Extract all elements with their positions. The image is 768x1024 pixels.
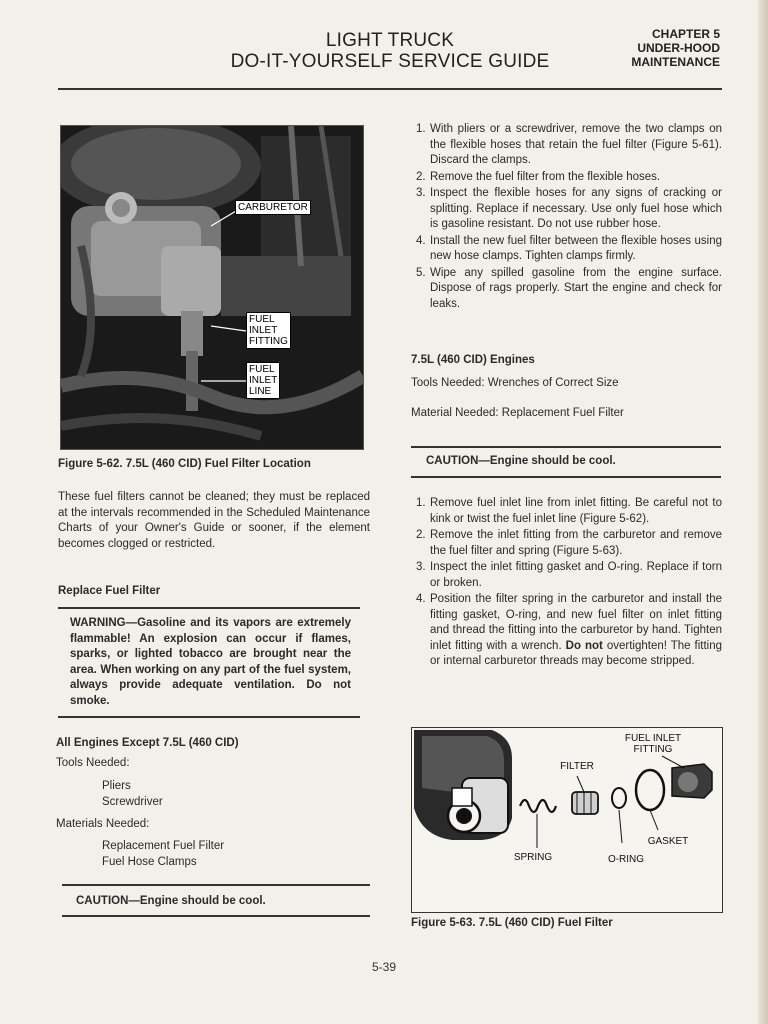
chapter-header [631,27,720,69]
materials-list [102,839,362,870]
step-item [410,560,722,591]
page-number: 5-39 [371,960,397,974]
material-item: Fuel Hose Clamps [102,855,197,868]
header-title-line2: DO-IT-YOURSELF SERVICE GUIDE [230,51,550,72]
step-number: 4. [416,593,426,605]
warning-top-rule [58,607,360,609]
step-text: Remove the fuel filter from the flexible hoses. [430,170,661,183]
material-needed-line: Material Needed: Replacement Fuel Filter [411,407,624,419]
label-o-ring: O-RING [607,854,645,865]
step-text: With pliers or a screwdriver, remove the two clamps on the flexible hoses that retain the fuel filter (Figure 5-61). Discard the clamps. [430,123,722,166]
figure-5-63-drawing [411,727,723,913]
step-item [410,592,722,670]
caution-bottom-rule-right [411,476,721,478]
label-fuel-inlet-line [246,362,280,399]
step-text-emphasis: Do not [565,639,603,652]
step-item [410,496,722,527]
tools-needed-line: Tools Needed: Wrenches of Correct Size [411,377,619,389]
header-rule [58,88,722,90]
caution-right: CAUTION—Engine should be cool. [426,455,616,467]
step-number: 4. [416,234,426,247]
engine-7-5l-heading: 7.5L (460 CID) Engines [411,354,535,366]
step-text: Install the new fuel filter between the flexible hoses using new hose clamps. Tighten clamps firmly. [430,234,722,262]
label-carburetor: CARBURETOR [235,200,311,215]
engine-photo-illustration [61,126,363,449]
step-number: 1. [416,497,426,509]
intro-paragraph: These fuel filters cannot be cleaned; they must be replaced at the intervals recommended in the Scheduled Maintenance Charts of your Owner's Guide or sooner, if the element becomes clogged or restricted. [58,491,370,550]
figure-5-62-photo [60,125,364,450]
step-item [410,234,722,265]
label-line-line2: INLET [249,375,278,386]
step-text-post: overtighten! The fitting or internal carburetor threads may become stripped. [430,639,722,667]
step-item [410,170,722,186]
label-inlet-line2: FITTING [633,744,673,755]
all-engines-heading: All Engines Except 7.5L (460 CID) [56,737,239,749]
warning-bottom-rule [58,716,360,718]
step-text: Remove the inlet fitting from the carburetor and remove the fuel filter and spring (Figure 5-63). [430,529,722,557]
step-number: 3. [416,187,426,199]
replace-fuel-filter-heading: Replace Fuel Filter [58,585,161,597]
step-item [410,186,722,233]
label-spring: SPRING [513,852,553,863]
chapter-line3: MAINTENANCE [631,55,720,69]
figure-5-63-caption: Figure 5-63. 7.5L (460 CID) Fuel Filter [411,917,613,929]
caution-top-rule-right [411,446,721,448]
step-text: Inspect the flexible hoses for any signs of cracking or splitting. Replace if necessary. Use only fuel hose which is gasoline resistant. Do not use rubber hose. [430,187,722,230]
caution-left: CAUTION—Engine should be cool. [76,895,266,907]
caution-bottom-rule-left [62,915,370,917]
steps-list-b [410,496,722,671]
chapter-line2: UNDER-HOOD [637,41,720,55]
fuel-filter-exploded-diagram [412,728,722,912]
step-number: 2. [416,170,426,183]
tool-item: Screwdriver [102,795,163,808]
label-line-line1: FUEL [249,364,275,375]
step-text-pre: Position the filter spring in the carburetor and install the fitting gasket, O-ring, and new fuel filter on inlet fitting and thread the fitting into the carburetor by hand. Tighten inlet fitting with a wrench. [430,593,722,652]
label-gasket: GASKET [647,836,689,847]
caution-top-rule-left [62,884,370,886]
label-fuel-inlet-fitting [246,312,291,349]
step-number: 3. [416,561,426,573]
step-item [410,528,722,559]
step-item [410,266,722,313]
chapter-line1: CHAPTER 5 [651,27,720,41]
step-number: 5. [416,266,426,279]
label-line-line3: LINE [249,386,272,397]
steps-list-a [410,122,722,313]
tools-needed-label: Tools Needed: [56,757,130,769]
step-text: Wipe any spilled gasoline from the engine surface. Dispose of rags properly. Start the engine and check for leaks. [430,266,722,310]
step-number: 2. [416,529,426,541]
label-filter: FILTER [560,761,594,772]
step-item [410,122,722,169]
tool-item: Pliers [102,780,131,792]
label-fuel-inlet-fitting-63 [608,733,698,755]
label-inlet-line1: FUEL INLET [624,733,682,744]
label-fitting-line2: INLET [249,325,278,336]
step-number: 1. [416,123,426,135]
step-text: Inspect the inlet fitting gasket and O-ring. Replace if torn or broken. [430,561,722,589]
warning-text: WARNING—Gasoline and its vapors are extremely flammable! An explosion can occur if flames, sparks, or lighted tobacco are brought near the area. When working on any part of the fuel system, always provide adequate ventilation. Do not smoke. [70,617,351,707]
tools-list [102,779,362,810]
label-fitting-line3: FITTING [249,336,288,347]
running-header-title [220,30,560,72]
figure-5-62-caption: Figure 5-62. 7.5L (460 CID) Fuel Filter Location [58,458,311,470]
step-text: Remove fuel inlet line from inlet fitting. Be careful not to kink or twist the fuel inlet line (Figure 5-62). [430,497,722,525]
material-item: Replacement Fuel Filter [102,840,225,852]
page-edge [758,0,768,1024]
header-title-line1: LIGHT TRUCK [325,30,455,51]
materials-needed-label: Materials Needed: [56,818,150,830]
label-fitting-line1: FUEL [249,314,275,325]
